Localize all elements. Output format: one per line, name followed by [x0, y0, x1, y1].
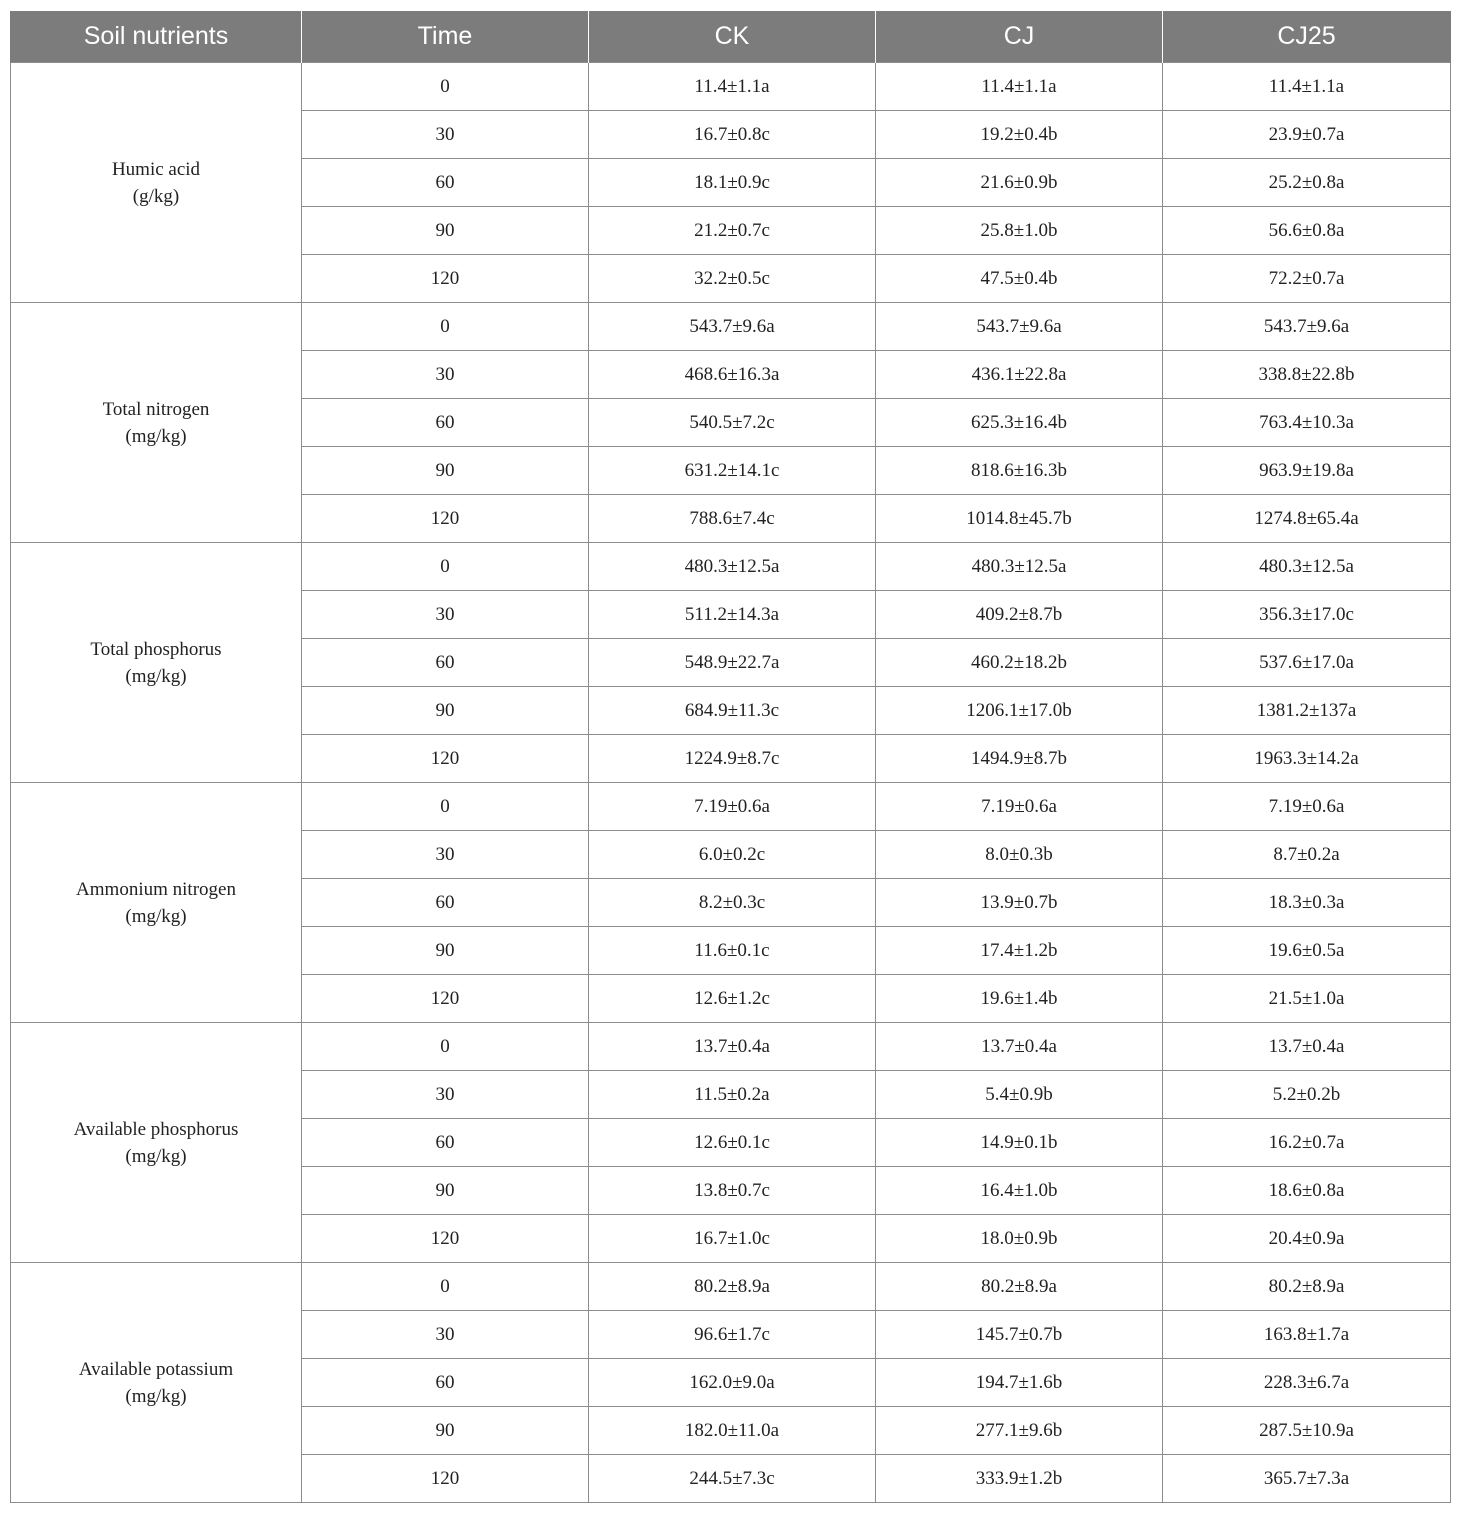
time-cell: 60	[302, 879, 589, 927]
ck-cell: 21.2±0.7c	[589, 207, 876, 255]
time-cell: 90	[302, 1167, 589, 1215]
time-cell: 60	[302, 639, 589, 687]
nutrient-unit: (mg/kg)	[125, 425, 187, 447]
cj25-cell: 228.3±6.7a	[1163, 1359, 1451, 1407]
nutrient-unit: (mg/kg)	[125, 905, 187, 927]
cj-cell: 8.0±0.3b	[876, 831, 1163, 879]
cj25-cell: 356.3±17.0c	[1163, 591, 1451, 639]
cj25-cell: 18.3±0.3a	[1163, 879, 1451, 927]
cj25-cell: 163.8±1.7a	[1163, 1311, 1451, 1359]
time-cell: 120	[302, 975, 589, 1023]
time-cell: 90	[302, 687, 589, 735]
time-cell: 120	[302, 1215, 589, 1263]
cj-cell: 543.7±9.6a	[876, 303, 1163, 351]
nutrient-name: Humic acid	[111, 158, 201, 180]
time-cell: 60	[302, 159, 589, 207]
ck-cell: 548.9±22.7a	[589, 639, 876, 687]
cj25-cell: 16.2±0.7a	[1163, 1119, 1451, 1167]
ck-cell: 11.4±1.1a	[589, 63, 876, 111]
header-ck: CK	[589, 11, 876, 63]
cj25-cell: 8.7±0.2a	[1163, 831, 1451, 879]
nutrient-unit: (mg/kg)	[125, 1145, 187, 1167]
table-row	[11, 783, 1451, 831]
cj-cell: 25.8±1.0b	[876, 207, 1163, 255]
time-cell: 0	[302, 1263, 589, 1311]
table-row	[11, 1023, 1451, 1071]
nutrient-unit: (g/kg)	[132, 185, 180, 207]
ck-cell: 684.9±11.3c	[589, 687, 876, 735]
cj25-cell: 23.9±0.7a	[1163, 111, 1451, 159]
ck-cell: 511.2±14.3a	[589, 591, 876, 639]
nutrient-name: Total nitrogen	[102, 398, 210, 420]
ck-cell: 80.2±8.9a	[589, 1263, 876, 1311]
cj-cell: 480.3±12.5a	[876, 543, 1163, 591]
cj-cell: 145.7±0.7b	[876, 1311, 1163, 1359]
cj-cell: 436.1±22.8a	[876, 351, 1163, 399]
cj25-cell: 480.3±12.5a	[1163, 543, 1451, 591]
cj-cell: 1494.9±8.7b	[876, 735, 1163, 783]
nutrient-group-cell	[11, 1023, 302, 1263]
time-cell: 60	[302, 1359, 589, 1407]
cj-cell: 333.9±1.2b	[876, 1455, 1163, 1503]
time-cell: 120	[302, 255, 589, 303]
ck-cell: 8.2±0.3c	[589, 879, 876, 927]
header-time: Time	[302, 11, 589, 63]
ck-cell: 6.0±0.2c	[589, 831, 876, 879]
time-cell: 0	[302, 783, 589, 831]
cj25-cell: 7.19±0.6a	[1163, 783, 1451, 831]
cj-cell: 14.9±0.1b	[876, 1119, 1163, 1167]
time-cell: 0	[302, 1023, 589, 1071]
cj25-cell: 11.4±1.1a	[1163, 63, 1451, 111]
nutrient-name: Total phosphorus	[90, 638, 222, 660]
nutrient-name: Available phosphorus	[73, 1118, 239, 1140]
cj25-cell: 13.7±0.4a	[1163, 1023, 1451, 1071]
cj25-cell: 537.6±17.0a	[1163, 639, 1451, 687]
ck-cell: 7.19±0.6a	[589, 783, 876, 831]
cj25-cell: 1963.3±14.2a	[1163, 735, 1451, 783]
cj-cell: 18.0±0.9b	[876, 1215, 1163, 1263]
ck-cell: 13.7±0.4a	[589, 1023, 876, 1071]
ck-cell: 12.6±1.2c	[589, 975, 876, 1023]
cj-cell: 5.4±0.9b	[876, 1071, 1163, 1119]
time-cell: 30	[302, 591, 589, 639]
ck-cell: 13.8±0.7c	[589, 1167, 876, 1215]
cj-cell: 17.4±1.2b	[876, 927, 1163, 975]
ck-cell: 16.7±0.8c	[589, 111, 876, 159]
table-row	[11, 303, 1451, 351]
time-cell: 0	[302, 543, 589, 591]
table-row	[11, 63, 1451, 111]
ck-cell: 11.5±0.2a	[589, 1071, 876, 1119]
time-cell: 30	[302, 111, 589, 159]
time-cell: 120	[302, 1455, 589, 1503]
header-cj: CJ	[876, 11, 1163, 63]
header-cj25: CJ25	[1163, 11, 1451, 63]
ck-cell: 32.2±0.5c	[589, 255, 876, 303]
header-row	[11, 11, 1451, 63]
cj-cell: 194.7±1.6b	[876, 1359, 1163, 1407]
ck-cell: 631.2±14.1c	[589, 447, 876, 495]
ck-cell: 540.5±7.2c	[589, 399, 876, 447]
nutrient-unit: (mg/kg)	[125, 1385, 187, 1407]
cj25-cell: 287.5±10.9a	[1163, 1407, 1451, 1455]
cj-cell: 16.4±1.0b	[876, 1167, 1163, 1215]
table-row	[11, 1263, 1451, 1311]
ck-cell: 12.6±0.1c	[589, 1119, 876, 1167]
nutrient-unit: (mg/kg)	[125, 665, 187, 687]
time-cell: 60	[302, 399, 589, 447]
time-cell: 90	[302, 1407, 589, 1455]
ck-cell: 788.6±7.4c	[589, 495, 876, 543]
cj25-cell: 80.2±8.9a	[1163, 1263, 1451, 1311]
table-header	[11, 11, 1451, 63]
cj25-cell: 1381.2±137a	[1163, 687, 1451, 735]
cj-cell: 409.2±8.7b	[876, 591, 1163, 639]
ck-cell: 11.6±0.1c	[589, 927, 876, 975]
ck-cell: 480.3±12.5a	[589, 543, 876, 591]
cj25-cell: 963.9±19.8a	[1163, 447, 1451, 495]
cj25-cell: 25.2±0.8a	[1163, 159, 1451, 207]
table-row	[11, 543, 1451, 591]
ck-cell: 96.6±1.7c	[589, 1311, 876, 1359]
ck-cell: 16.7±1.0c	[589, 1215, 876, 1263]
nutrient-name: Available potassium	[78, 1358, 234, 1380]
cj25-cell: 72.2±0.7a	[1163, 255, 1451, 303]
nutrient-group-cell	[11, 303, 302, 543]
ck-cell: 468.6±16.3a	[589, 351, 876, 399]
time-cell: 0	[302, 303, 589, 351]
cj-cell: 21.6±0.9b	[876, 159, 1163, 207]
nutrient-group-cell	[11, 783, 302, 1023]
cj25-cell: 19.6±0.5a	[1163, 927, 1451, 975]
cj-cell: 1206.1±17.0b	[876, 687, 1163, 735]
cj25-cell: 5.2±0.2b	[1163, 1071, 1451, 1119]
cj25-cell: 20.4±0.9a	[1163, 1215, 1451, 1263]
cj25-cell: 338.8±22.8b	[1163, 351, 1451, 399]
cj-cell: 818.6±16.3b	[876, 447, 1163, 495]
cj-cell: 11.4±1.1a	[876, 63, 1163, 111]
cj-cell: 13.7±0.4a	[876, 1023, 1163, 1071]
time-cell: 90	[302, 927, 589, 975]
cj-cell: 625.3±16.4b	[876, 399, 1163, 447]
cj-cell: 13.9±0.7b	[876, 879, 1163, 927]
cj25-cell: 543.7±9.6a	[1163, 303, 1451, 351]
cj25-cell: 365.7±7.3a	[1163, 1455, 1451, 1503]
cj-cell: 80.2±8.9a	[876, 1263, 1163, 1311]
cj-cell: 1014.8±45.7b	[876, 495, 1163, 543]
time-cell: 30	[302, 1311, 589, 1359]
cj25-cell: 763.4±10.3a	[1163, 399, 1451, 447]
ck-cell: 543.7±9.6a	[589, 303, 876, 351]
nutrient-group-cell	[11, 1263, 302, 1503]
cj25-cell: 56.6±0.8a	[1163, 207, 1451, 255]
soil-nutrients-table	[10, 11, 1451, 1503]
cj-cell: 19.6±1.4b	[876, 975, 1163, 1023]
table-body	[11, 63, 1451, 1503]
cj-cell: 277.1±9.6b	[876, 1407, 1163, 1455]
ck-cell: 162.0±9.0a	[589, 1359, 876, 1407]
nutrient-name: Ammonium nitrogen	[76, 878, 236, 900]
time-cell: 120	[302, 495, 589, 543]
time-cell: 30	[302, 831, 589, 879]
ck-cell: 182.0±11.0a	[589, 1407, 876, 1455]
cj25-cell: 18.6±0.8a	[1163, 1167, 1451, 1215]
time-cell: 30	[302, 1071, 589, 1119]
time-cell: 0	[302, 63, 589, 111]
ck-cell: 244.5±7.3c	[589, 1455, 876, 1503]
cj25-cell: 1274.8±65.4a	[1163, 495, 1451, 543]
time-cell: 60	[302, 1119, 589, 1167]
header-soil-nutrients: Soil nutrients	[11, 11, 302, 63]
time-cell: 120	[302, 735, 589, 783]
ck-cell: 18.1±0.9c	[589, 159, 876, 207]
cj-cell: 47.5±0.4b	[876, 255, 1163, 303]
time-cell: 90	[302, 447, 589, 495]
time-cell: 30	[302, 351, 589, 399]
ck-cell: 1224.9±8.7c	[589, 735, 876, 783]
cj25-cell: 21.5±1.0a	[1163, 975, 1451, 1023]
cj-cell: 460.2±18.2b	[876, 639, 1163, 687]
cj-cell: 7.19±0.6a	[876, 783, 1163, 831]
nutrient-group-cell	[11, 63, 302, 303]
time-cell: 90	[302, 207, 589, 255]
nutrient-group-cell	[11, 543, 302, 783]
cj-cell: 19.2±0.4b	[876, 111, 1163, 159]
